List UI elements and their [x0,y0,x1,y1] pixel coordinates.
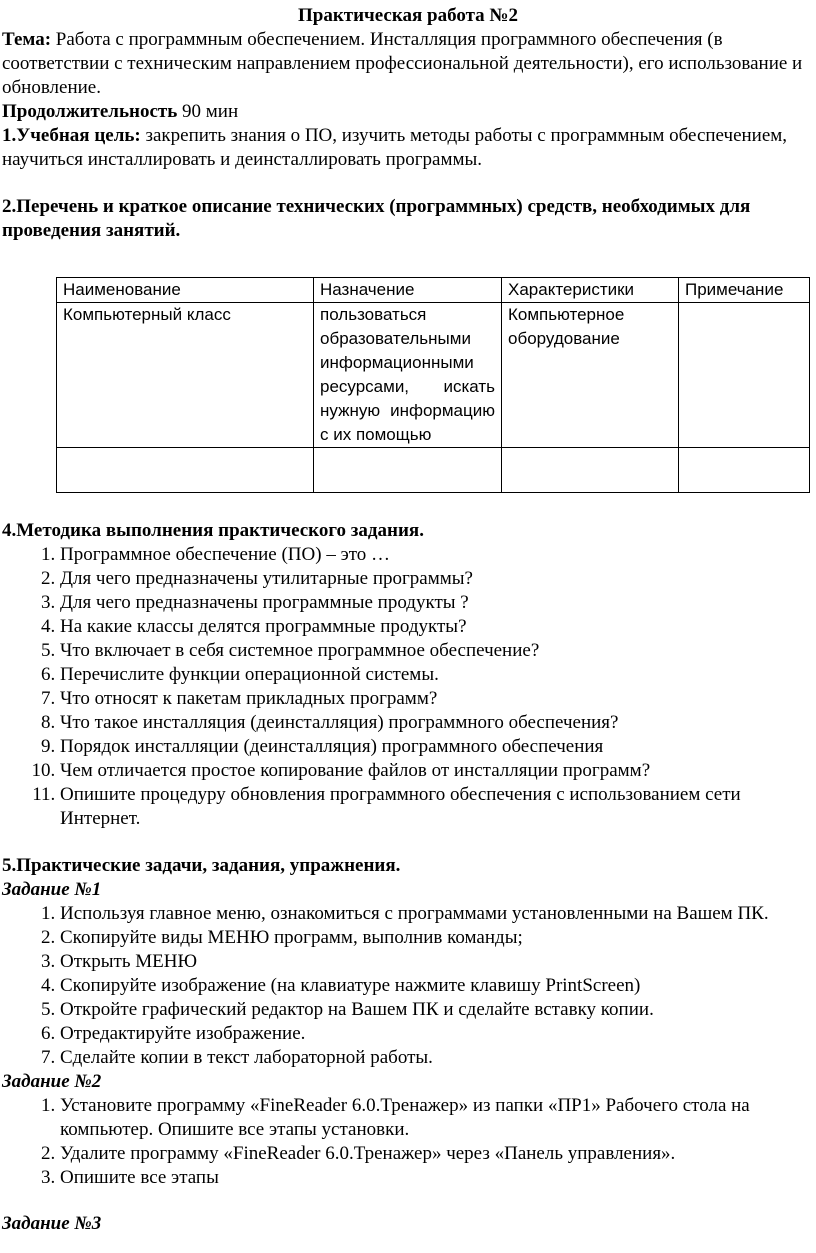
section4-list [2,543,814,831]
list-item: 3. Опишите все этапы [60,1166,814,1190]
page-title: Практическая работа №2 [297,5,519,26]
goal-paragraph [2,124,814,172]
list-item: 9. Порядок инсталляции (деинсталляция) программного обеспечения [60,735,814,759]
goal-label: 1.Учебная цель: [2,125,141,146]
list-item: 1. Программное обеспечение (ПО) – это … [60,543,814,567]
table-cell [679,303,810,448]
table-cell [314,448,502,493]
table-header-row [57,278,810,303]
table-header-cell: Примечание [679,278,810,303]
list-item: 5. Что включает в себя системное программное обеспечение? [60,639,814,663]
list-item: 6. Отредактируйте изображение. [60,1022,814,1046]
duration-paragraph [2,100,814,124]
equipment-table [56,277,810,493]
table-cell: Компьютерное оборудование [502,303,679,448]
table-header-cell: Характеристики [502,278,679,303]
list-item: 6. Перечислите функции операционной системы. [60,663,814,687]
table-cell [57,448,314,493]
list-item: 11. Опишите процедуру обновления программного обеспечения с использованием сети Интернет. [60,783,814,831]
table-cell [502,448,679,493]
table-row [57,303,810,448]
table-cell: Компьютерный класс [57,303,314,448]
section5-heading: 5.Практические задачи, задания, упражнения. [2,855,401,876]
list-item: 8. Что такое инсталляция (деинсталляция) программного обеспечения? [60,711,814,735]
list-item: 7. Сделайте копии в текст лабораторной работы. [60,1046,814,1070]
table-header-cell: Назначение [314,278,502,303]
list-item: 3. Для чего предназначены программные продукты ? [60,591,814,615]
list-item: 2. Для чего предназначены утилитарные программы? [60,567,814,591]
list-item: 7. Что относят к пакетам прикладных программ? [60,687,814,711]
list-item: 1. Установите программу «FineReader 6.0.Тренажер» из папки «ПР1» Рабочего стола на компьютер. Опишите все этапы установки. [60,1094,814,1142]
list-item: 5. Откройте графический редактор на Вашем ПК и сделайте вставку копии. [60,998,814,1022]
list-item: 1. Используя главное меню, ознакомиться с программами установленными на Вашем ПК. [60,902,814,926]
list-item: 4. На какие классы делятся программные продукты? [60,615,814,639]
goal-text: закрепить знания о ПО, изучить методы работы с программным обеспечением, научиться инсталлировать и деинсталлировать программы. [2,125,788,170]
table-cell: пользоваться образовательными информационными ресурсами, искать нужную информацию с их помощью [314,303,502,448]
task2-title: Задание №2 [2,1071,102,1092]
duration-label: Продолжительность [2,101,178,122]
topic-label: Тема: [2,29,52,50]
task2-list [2,1094,814,1190]
task1-title: Задание №1 [2,879,102,900]
list-item: 4. Скопируйте изображение (на клавиатуре нажмите клавишу PrintScreen) [60,974,814,998]
duration-value: 90 мин [182,101,239,122]
table-header-cell: Наименование [57,278,314,303]
topic-text: Работа с программным обеспечением. Инсталляция программного обеспечения (в соответствии с техническим направлением профессиональной деятельности), его использование и обновление. [2,29,803,98]
table-cell [679,448,810,493]
topic-paragraph [2,28,814,100]
document-page [2,4,814,1236]
section2-heading: 2.Перечень и краткое описание технических (программных) средств, необходимых для проведения занятий. [2,196,751,241]
list-item: 3. Открыть МЕНЮ [60,950,814,974]
list-item: 2. Удалите программу «FineReader 6.0.Тренажер» через «Панель управления». [60,1142,814,1166]
section4-heading: 4.Методика выполнения практического задания. [2,520,424,541]
table-row [57,448,810,493]
task1-list [2,902,814,1070]
list-item: 10. Чем отличается простое копирование файлов от инсталляции программ? [60,759,814,783]
list-item: 2. Скопируйте виды МЕНЮ программ, выполнив команды; [60,926,814,950]
task3-title: Задание №3 [2,1213,102,1234]
